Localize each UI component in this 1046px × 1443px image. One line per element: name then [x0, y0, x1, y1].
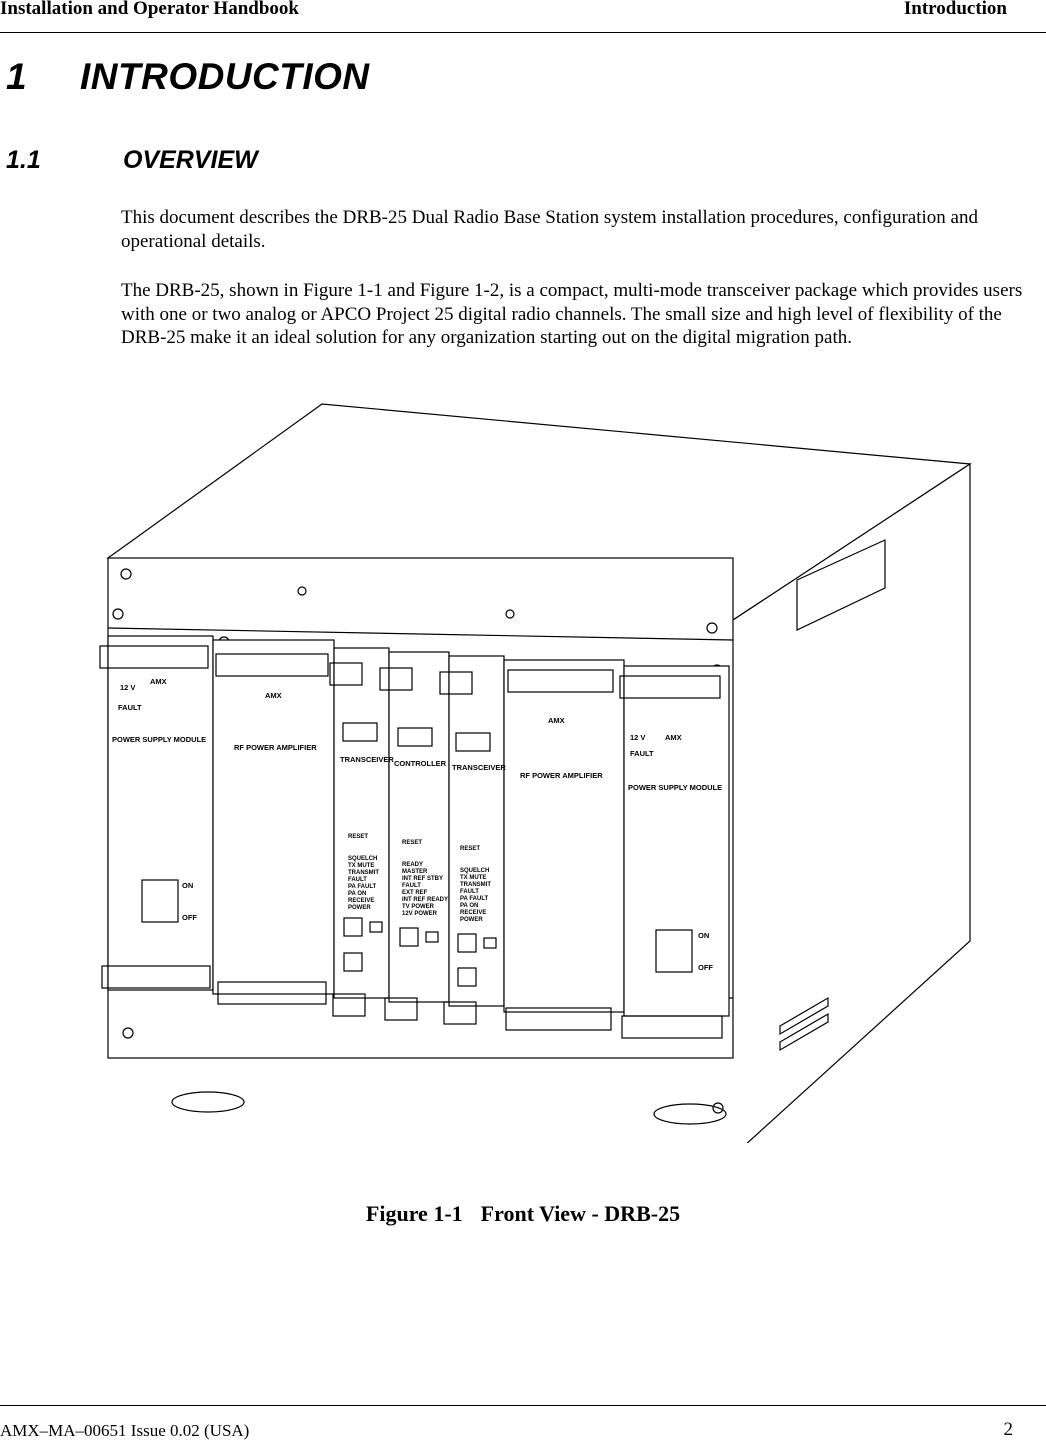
psu-left-led-12v: 12 V: [120, 683, 136, 692]
subsection-heading: [6, 146, 258, 175]
led-label: TX MUTE: [460, 875, 487, 881]
led-label: RECEIVE: [348, 898, 375, 904]
psu-left-led-fault: FAULT: [118, 703, 142, 712]
led-label: FAULT: [348, 877, 367, 883]
led-label: FAULT: [460, 889, 479, 895]
led-label: RECEIVE: [460, 910, 487, 916]
drb25-illustration: [90, 398, 990, 1143]
psu-right-off-label: OFF: [698, 963, 713, 972]
section-title: INTRODUCTION: [80, 56, 370, 97]
rfpa-left-title: RF POWER AMPLIFIER: [234, 743, 317, 752]
psu-right-led-12v: 12 V: [630, 733, 646, 742]
page-header: [0, 0, 1046, 33]
module-controller: [389, 652, 449, 1002]
psu-right-led-fault: FAULT: [630, 749, 654, 758]
transceiver-2-title: TRANSCEIVER: [452, 763, 506, 772]
led-label: TX MUTE: [348, 863, 375, 869]
header-doc-title: Installation and Operator Handbook: [0, 0, 299, 19]
paragraph-intro: This document describes the DRB-25 Dual Radio Base Station system installation procedures, configuration and operational details.: [121, 207, 978, 252]
subsection-title: OVERVIEW: [123, 146, 258, 174]
paragraph-description: The DRB-25, shown in Figure 1-1 and Figure 1-2, is a compact, multi-mode transceiver package which provides users with one or two analog or APCO Project 25 digital radio channels. The small size and high level of flexibility of the DRB-25 make it an ideal solution for any organization starting out on the digital migration path.: [121, 280, 1023, 348]
figure-drb25-front-view: [90, 398, 990, 1143]
led-label: PA FAULT: [348, 884, 377, 890]
psu-left-on-label: ON: [182, 881, 194, 890]
led-label: TV POWER: [402, 904, 435, 910]
led-label: READY: [402, 862, 424, 868]
led-label: PA ON: [460, 903, 479, 909]
page-footer: [0, 1405, 1046, 1440]
amx-logo-rfpa-left: AMX: [265, 691, 282, 700]
controller-title: CONTROLLER: [394, 759, 447, 768]
led-label: SQUELCH: [460, 868, 490, 874]
section-heading: [6, 56, 370, 98]
header-chapter-title: Introduction: [903, 0, 1007, 19]
led-label: POWER: [460, 917, 483, 923]
transceiver-1-reset: RESET: [348, 834, 369, 840]
led-label: INT REF STBY: [402, 876, 444, 882]
module-transceiver-2: [449, 656, 504, 1006]
led-label: TRANSMIT: [348, 870, 379, 876]
module-rfpa-right: [504, 660, 624, 1012]
amx-logo-rfpa-right: AMX: [548, 716, 565, 725]
led-label: SQUELCH: [348, 856, 378, 862]
led-label: INT REF READY: [402, 897, 449, 903]
led-label: MASTER: [402, 869, 428, 875]
led-label: TRANSMIT: [460, 882, 491, 888]
psu-right-on-label: ON: [698, 931, 710, 940]
psu-left-title: POWER SUPPLY MODULE: [112, 735, 207, 744]
led-label: POWER: [348, 905, 371, 911]
figure-caption: [0, 1201, 1046, 1227]
footer-doc-id: AMX–MA–00651 Issue 0.02 (USA): [0, 1421, 250, 1440]
transceiver-2-reset: RESET: [460, 846, 481, 852]
chassis-foot-left: [172, 1092, 244, 1112]
psu-right-title: POWER SUPPLY MODULE: [628, 783, 723, 792]
page-number: 2: [1003, 1419, 1013, 1440]
subsection-number: 1.1: [6, 146, 41, 174]
figure-title: Front View - DRB-25: [480, 1201, 681, 1226]
controller-reset: RESET: [402, 840, 423, 846]
section-number: 1: [6, 56, 28, 97]
amx-logo-psu-left: AMX: [150, 677, 167, 686]
led-label: PA FAULT: [460, 896, 489, 902]
psu-left-off-label: OFF: [182, 913, 197, 922]
chassis-foot-right: [654, 1104, 726, 1124]
led-label: 12V POWER: [402, 911, 438, 917]
transceiver-1-title: TRANSCEIVER: [340, 755, 394, 764]
module-psu-right: [624, 666, 729, 1016]
led-label: FAULT: [402, 883, 421, 889]
figure-number: Figure 1-1: [365, 1201, 463, 1226]
rfpa-right-title: RF POWER AMPLIFIER: [520, 771, 603, 780]
led-label: EXT REF: [402, 890, 428, 896]
module-transceiver-1: [334, 648, 389, 998]
amx-logo-psu-right: AMX: [665, 733, 682, 742]
led-label: PA ON: [348, 891, 367, 897]
